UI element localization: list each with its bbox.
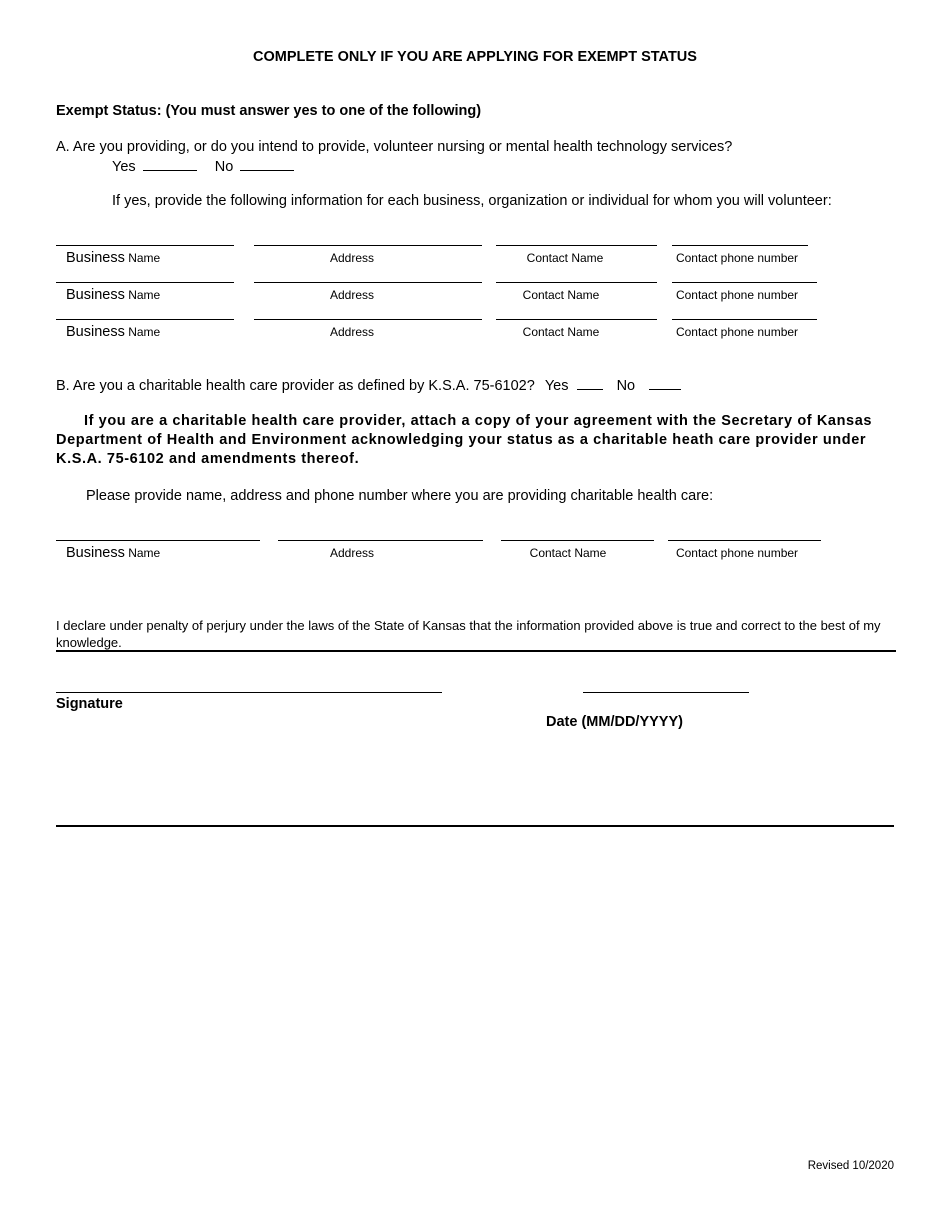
contact-name-field-3[interactable] <box>496 319 657 320</box>
page-title: COMPLETE ONLY IF YOU ARE APPLYING FOR EXEMPT STATUS <box>253 49 697 65</box>
question-a-answer-row <box>112 157 294 175</box>
charitable-provider-notice: If you are a charitable health care provider, attach a copy of your agreement with the Secretary of Kansas Department of Health and Environment acknowledging your status as a charitable heath care provider under K.S.A. 75-6102 and amendments thereof. <box>56 413 873 467</box>
revision-date: Revised 10/2020 <box>807 1160 894 1172</box>
charitable-instruction: Please provide name, address and phone number where you are providing charitable health care: <box>86 488 714 504</box>
contact-phone-field-2[interactable] <box>672 282 817 283</box>
charitable-address-field[interactable] <box>278 540 483 541</box>
signature-label: Signature <box>56 696 123 712</box>
question-a-no-label: No <box>214 159 234 175</box>
question-b-no-field[interactable] <box>649 376 681 390</box>
question-b-yes-field[interactable] <box>577 376 603 390</box>
contact-phone-field-3[interactable] <box>672 319 817 320</box>
contact-phone-label: Contact phone number <box>675 325 799 339</box>
business-name-field-1[interactable] <box>56 245 234 246</box>
contact-name-field-2[interactable] <box>496 282 657 283</box>
signature-field[interactable] <box>56 692 442 693</box>
contact-name-field-1[interactable] <box>496 245 657 246</box>
divider <box>56 825 894 827</box>
address-field-2[interactable] <box>254 282 482 283</box>
contact-phone-label: Contact phone number <box>675 288 799 302</box>
charitable-contact-name-field[interactable] <box>501 540 654 541</box>
charitable-business-name-field[interactable] <box>56 540 260 541</box>
question-a-yes-field[interactable] <box>143 157 197 171</box>
contact-name-label: Contact Name <box>526 251 604 265</box>
divider <box>56 650 896 652</box>
contact-phone-label: Contact phone number <box>675 251 799 265</box>
question-b-text: B. Are you a charitable health care provider as defined by K.S.A. 75-6102? <box>56 378 535 394</box>
question-b-yes-label: Yes <box>544 378 569 394</box>
question-a-text: A. Are you providing, or do you intend to provide, volunteer nursing or mental health technology services? <box>56 139 733 155</box>
exempt-status-heading: Exempt Status: (You must answer yes to one of the following) <box>56 103 482 119</box>
address-label: Address <box>329 251 375 265</box>
date-field[interactable] <box>583 692 749 693</box>
contact-name-label: Contact Name <box>529 546 607 560</box>
address-label: Address <box>329 325 375 339</box>
business-name-label: Business Name <box>66 250 161 266</box>
business-name-field-3[interactable] <box>56 319 234 320</box>
business-name-field-2[interactable] <box>56 282 234 283</box>
business-name-label: Business Name <box>66 287 161 303</box>
address-field-3[interactable] <box>254 319 482 320</box>
contact-phone-label: Contact phone number <box>675 546 799 560</box>
address-field-1[interactable] <box>254 245 482 246</box>
contact-name-label: Contact Name <box>522 288 600 302</box>
business-name-label: Business Name <box>66 324 161 340</box>
contact-phone-field-1[interactable] <box>672 245 808 246</box>
question-a-no-field[interactable] <box>240 157 294 171</box>
perjury-declaration: I declare under penalty of perjury under the laws of the State of Kansas that the information provided above is true and correct to the best of my knowledge. <box>56 618 881 650</box>
question-b-no-label: No <box>616 378 636 394</box>
question-a-instruction: If yes, provide the following information for each business, organization or individual for whom you will volunteer: <box>112 193 832 209</box>
business-name-label: Business Name <box>66 545 161 561</box>
date-label: Date (MM/DD/YYYY) <box>546 714 683 730</box>
contact-name-label: Contact Name <box>522 325 600 339</box>
question-b-row <box>56 376 681 394</box>
address-label: Address <box>329 546 375 560</box>
address-label: Address <box>329 288 375 302</box>
question-a-yes-label: Yes <box>112 159 136 175</box>
charitable-contact-phone-field[interactable] <box>668 540 821 541</box>
